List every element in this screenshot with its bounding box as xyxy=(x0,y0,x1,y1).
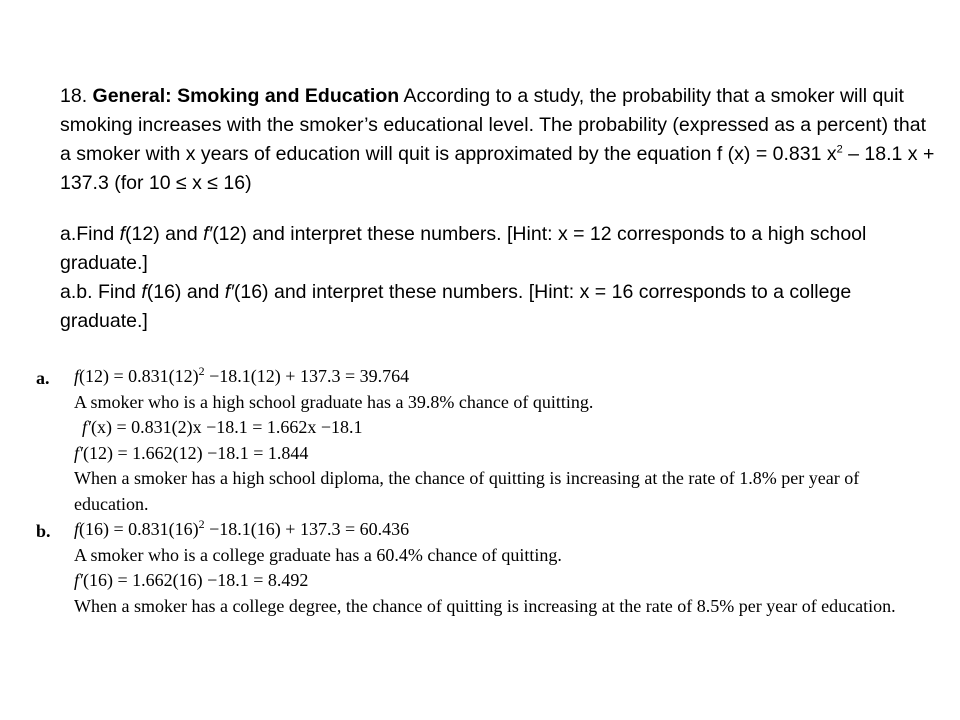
question-b-text1: (16) and xyxy=(146,281,220,303)
function-symbol: f xyxy=(141,281,147,303)
equation-text: −18.1(16) + 137.3 = 60.436 xyxy=(209,519,410,539)
problem-body: According to a study, the probability that a smoker will quit smoking increases with the smoker’s educational level. The probability (expressed as a percent) that a smoker with x years of education will quit is approximated by the equation f (x) = 0.831 x xyxy=(60,85,927,165)
function-symbol: f xyxy=(119,223,126,245)
equation-text: (16) = 1.662(16) −18.1 = 8.492 xyxy=(82,570,309,590)
question-a-text2: (12) and interpret these numbers. [Hint: x = 12 corresponds to a high school graduate.] xyxy=(60,223,867,274)
spacer xyxy=(60,198,940,220)
question-a-text1: (12) and xyxy=(125,223,198,245)
equation-text: −18.1(12) + 137.3 = 39.764 xyxy=(209,366,410,386)
solution-part-a xyxy=(36,364,916,517)
derivative-symbol: f′ xyxy=(74,442,83,463)
solution xyxy=(36,364,916,619)
derivative-symbol: f′ xyxy=(82,417,91,437)
equation-f16 xyxy=(74,517,916,543)
question-b-prefix: a.b. Find xyxy=(60,281,136,303)
part-label-a: a. xyxy=(36,368,50,388)
equation-text: (12) = 0.831(12) xyxy=(79,366,199,386)
question-b-text2: (16) and interpret these numbers. [Hint: x = 16 corresponds to a college graduate.] xyxy=(60,281,852,332)
problem-body-tail: – 18.1 x + 137.3 (for 10 ≤ x ≤ 16) xyxy=(60,143,935,194)
exponent: 2 xyxy=(836,143,843,156)
solution-part-b xyxy=(36,517,916,619)
interpretation-a2: When a smoker has a high school diploma, the chance of quitting is increasing at the rate of 1.8% per year of education. xyxy=(74,468,860,514)
function-symbol: f xyxy=(74,366,80,386)
derivative-symbol: f′ xyxy=(203,223,213,245)
equation-derivative xyxy=(74,415,916,441)
interpretation-b1: A smoker who is a college graduate has a 60.4% chance of quitting. xyxy=(74,544,562,565)
equation-text: (12) = 1.662(12) −18.1 = 1.844 xyxy=(82,442,309,463)
question-a-prefix: a.Find xyxy=(60,223,115,245)
equation-text: (x) = 0.831(2)x −18.1 = 1.662x −18.1 xyxy=(90,417,363,437)
interpretation-a1: A smoker who is a high school graduate has a 39.8% chance of quitting. xyxy=(74,391,594,412)
equation-fprime12 xyxy=(74,441,916,467)
equation-f12 xyxy=(74,364,916,390)
equation-fprime16 xyxy=(74,568,916,594)
part-label-b: b. xyxy=(36,521,51,541)
problem-number: 18. xyxy=(60,85,88,107)
derivative-symbol: f′ xyxy=(74,570,83,590)
exponent: 2 xyxy=(198,364,205,378)
interpretation-b2: When a smoker has a college degree, the chance of quitting is increasing at the rate of 8.5% per year of education. xyxy=(74,595,896,616)
problem-statement xyxy=(60,82,940,336)
function-symbol: f xyxy=(74,519,80,539)
derivative-symbol: f′ xyxy=(224,281,234,303)
problem-intro xyxy=(60,82,940,198)
question-a xyxy=(60,220,940,278)
exponent: 2 xyxy=(198,517,205,531)
equation-text: (16) = 0.831(16) xyxy=(79,519,199,539)
problem-title: General: Smoking and Education xyxy=(92,85,400,107)
question-b xyxy=(60,278,940,336)
